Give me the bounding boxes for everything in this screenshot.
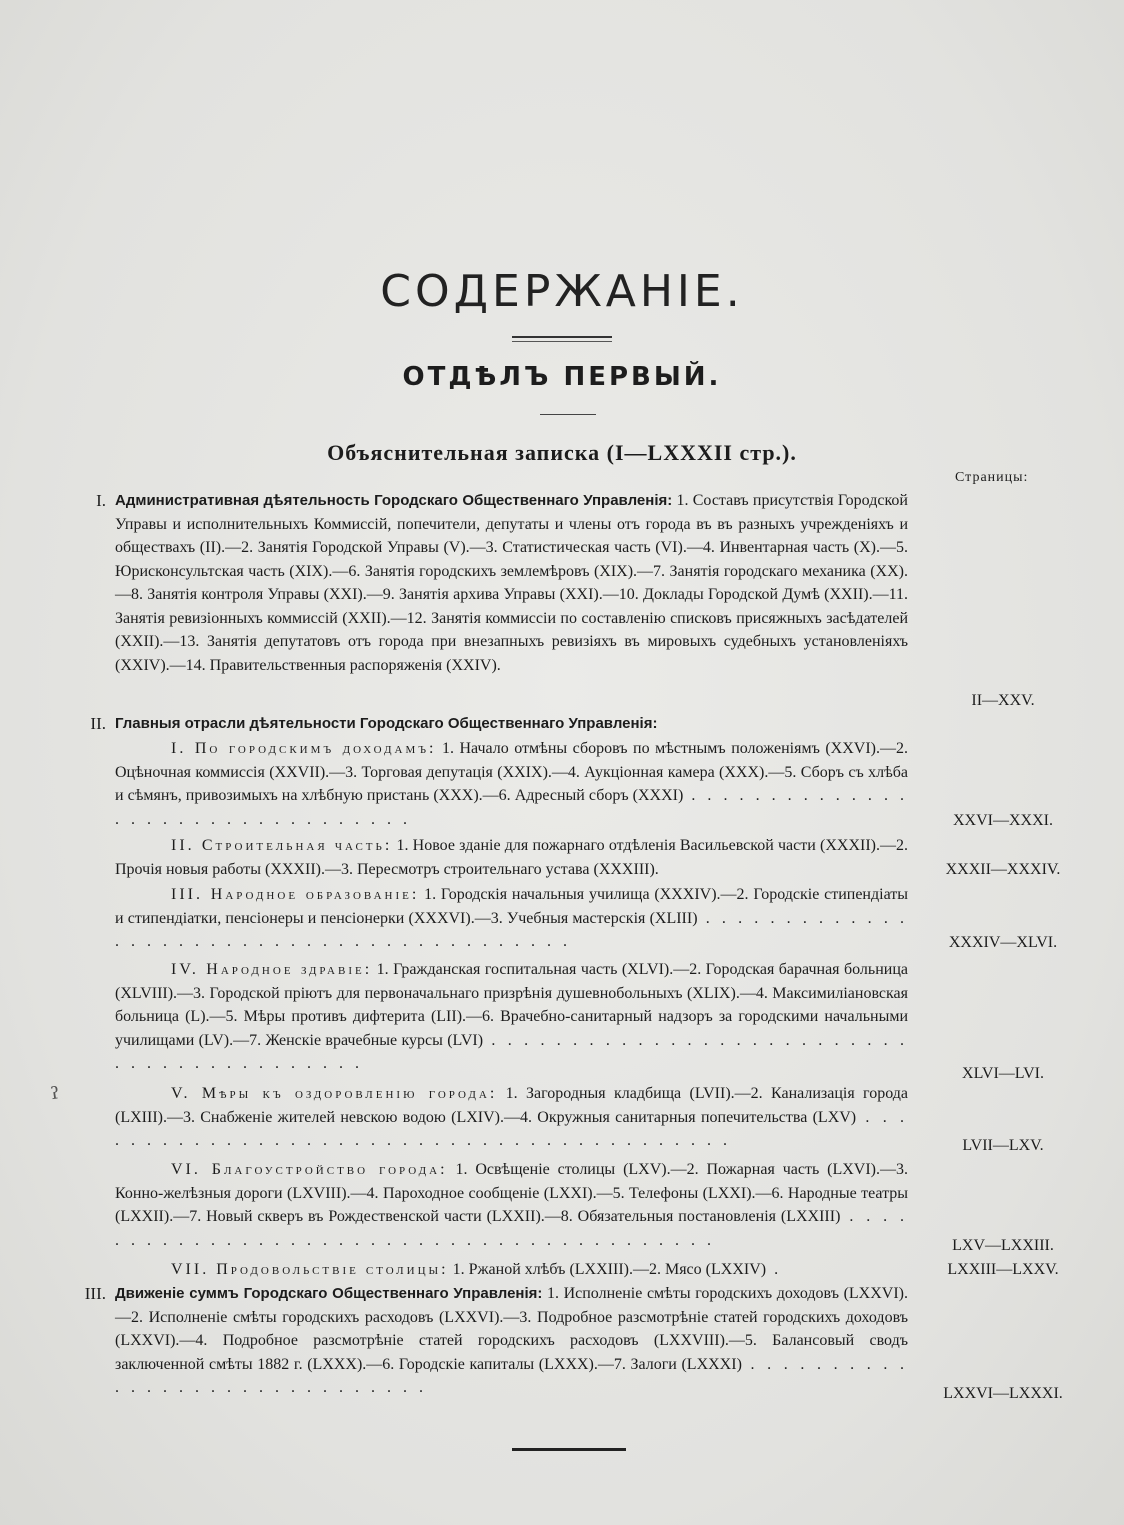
entry-heading: Административная дѣятельность Городскаго Общественнаго Управленія: bbox=[115, 492, 673, 509]
entry-number: I. bbox=[96, 491, 106, 510]
section-rule bbox=[540, 414, 596, 415]
subentry-label: II. Строительная часть: bbox=[171, 837, 393, 854]
subentry-body: 1. Освѣщеніе столицы (LXV).—2. Пожарная часть (LXVI).—3. Конно-желѣзныя дороги (LXVIII).—4. Пароходное сообщеніе (LXXI).—5. Телефоны (LXXI).—6. Народные театры (LXXII).—7. Новый скверъ въ Рождественской части (LXXII).—8. Обязательныя постановленія (LXXIII) bbox=[115, 1161, 909, 1225]
entry-text: Движеніе суммъ Городскаго Общественнаго Управленія: 1. Исполненіе смѣты городскихъ доходовъ (LXXVI).—2. Исполненіе смѣты городскихъ расходовъ (LXXVI).—3. Подробное разсмотрѣніе статей городскихъ доходовъ (LXXVI).—4. Подробное разсмотрѣніе статей городскихъ расходовъ (LXXVIII).—5. Балансовый сводъ заключенной смѣты 1882 г. (LXXX).—6. Городскіе капиталы (LXXX).—7. Залоги (LXXXI) . . . . . . . . . . . . . . . . . . . . . . . . . . . . . . bbox=[115, 1285, 909, 1396]
entry-number: III. bbox=[84, 1284, 106, 1303]
subentry-text: I. По городскимъ доходамъ: 1. Начало отмѣны сборовъ по мѣстнымъ положеніямъ (XXVI).—2. Оцѣночная коммиссія (XXVII).—3. Торговая депутація (XXIX).—4. Аукціонная камера (XXX).—5. Сборъ съ хлѣба и сѣмянъ, привозимыхъ на хлѣбную пристань (XXX).—6. Адресный сборъ (XXXI) . . . . . . . . . . . . . . . . . . . . . . . . . . . . . . . . . bbox=[115, 740, 909, 828]
subentry-text: III. Народное образованіе: 1. Городскія начальныя училища (XXXIV).—2. Городскіе стипендіаты и стипендіатки, пенсіонеры и пенсіонерки (XXXVI).—3. Учебныя мастерскія (XLIII) . . . . . . . . . . . . . . . . . . . . . . . . . . . . . . . . . . . . . . . . . . bbox=[115, 886, 909, 950]
page-range: LXXVI—LXXXI. bbox=[943, 1385, 1063, 1402]
page-range: LXV—LXXIII. bbox=[952, 1237, 1054, 1254]
entry-body: 1. Исполненіе смѣты городскихъ доходовъ (LXXVI).—2. Исполненіе смѣты городскихъ расходовъ (LXXVI).—3. Подробное разсмотрѣніе статей городскихъ доходовъ (LXXVI).—4. Подробное разсмотрѣніе статей городскихъ расходовъ (LXXVIII).—5. Балансовый сводъ заключенной смѣты 1882 г. (LXXX).—6. Городскіе капиталы (LXXX).—7. Залоги (LXXXI) bbox=[115, 1285, 909, 1373]
subsection-heading: Объяснительная записка (I—LXXXII стр.). bbox=[327, 440, 797, 465]
page-range: LXXIII—LXXV. bbox=[947, 1261, 1059, 1278]
page-range: LVII—LXV. bbox=[962, 1137, 1044, 1154]
subentry-label: VI. Благоустройство города: bbox=[171, 1161, 448, 1178]
subentry-label: IV. Народное здравіе: bbox=[171, 961, 373, 978]
page-range: II—XXV. bbox=[971, 692, 1035, 709]
subentry-label: III. Народное образованіе: bbox=[171, 886, 420, 903]
subentry-body: 1. Новое зданіе для пожарнаго отдѣленія Васильевской части (XXXII).—2. Прочія новыя работы (XXXII).—3. Пересмотръ строительнаго устава (XXXIII). bbox=[115, 837, 908, 878]
subentry-label: V. Мѣры къ оздоровленію города: bbox=[171, 1085, 498, 1102]
section-heading: ОТДѢЛЪ ПЕРВЫЙ. bbox=[402, 362, 722, 392]
page-range: XXXII—XXXIV. bbox=[945, 861, 1061, 878]
page-range: XLVI—LVI. bbox=[962, 1065, 1044, 1082]
entry-body: 1. Составъ присутствія Городской Управы и исполнительныхъ Коммиссій, попечители, депутаты и члены отъ города въ въ разныхъ учрежденіяхъ и обществахъ (II).—2. Занятія Городской Управы (V).—3. Статистическая часть (VI).—4. Инвентарная часть (X).—5. Юрисконсультская часть (XIX).—6. Занятія городскихъ землемѣровъ (XIX).—7. Занятія городскаго механика (XX).—8. Занятія контроля Управы (XXI).—9. Занятія архива Управы (XXI).—10. Доклады Городской Думѣ (XXII).—11. Занятія ревизіонныхъ коммиссій (XXII).—12. Занятія коммиссіи по составленію списковъ присяжныхъ засѣдателей (XXII).—13. Занятія депутатовъ отъ города при внезапныхъ ревизіяхъ въ мировыхъ судебныхъ установленіяхъ (XXIV).—14. Правительственныя распоряженія (XXIV). bbox=[115, 492, 908, 674]
page-range: XXXIV—XLVI. bbox=[948, 934, 1058, 951]
entry-heading: Движеніе суммъ Городскаго Общественнаго Управленія: bbox=[115, 1285, 543, 1302]
page-range: XXVI—XXXI. bbox=[953, 812, 1053, 829]
pencil-mark: ˀ bbox=[49, 1081, 63, 1118]
subentry-label: VII. Продовольствіе столицы: bbox=[171, 1261, 449, 1278]
subentry-text bbox=[115, 834, 908, 881]
subentry-text: IV. Народное здравіе: 1. Гражданская госпитальная часть (XLVI).—2. Городская барачная больница (XLVIII).—3. Городской пріютъ для первоначальнаго призрѣнія душевнобольныхъ (XLIX).—4. Максимиліановская больница (L).—5. Мѣры противъ дифтерита (LII).—6. Врачебно-санитарный надзоръ за городскими начальными училищами (LV).—7. Женскіе врачебные курсы (LVI) . . . . . . . . . . . . . . . . . . . . . . . . . . . . . . . . . . . . . . . . . . bbox=[115, 961, 909, 1072]
subentry-body: 1. Начало отмѣны сборовъ по мѣстнымъ положеніямъ (XXVI).—2. Оцѣночная коммиссія (XXVII).—3. Торговая депутація (XXIX).—4. Аукціонная камера (XXX).—5. Сборъ съ хлѣба и сѣмянъ, привозимыхъ на хлѣбную пристань (XXX).—6. Адресный сборъ (XXXI) bbox=[115, 740, 909, 804]
pages-column-header: Страницы: bbox=[955, 470, 1029, 485]
subentry-text: VII. Продовольствіе столицы: 1. Ржаной хлѣбъ (LXXIII).—2. Мясо (LXXIV) . bbox=[171, 1261, 783, 1278]
subentry-text: V. Мѣры къ оздоровленію города: 1. Загородныя кладбища (LVII).—2. Канализація города (LXIII).—3. Снабженіе жителей невскою водою (LXIV).—4. Окружныя санитарныя попечительства (LXV) . . . . . . . . . . . . . . . . . . . . . . . . . . . . . . . . . . . . . . . . . . bbox=[115, 1085, 909, 1149]
subentry-label: I. По городскимъ доходамъ: bbox=[171, 740, 437, 757]
subentry-text: VI. Благоустройство города: 1. Освѣщеніе столицы (LXV).—2. Пожарная часть (LXVI).—3. Конно-желѣзныя дороги (LXVIII).—4. Пароходное сообщеніе (LXXI).—5. Телефоны (LXXI).—6. Народные театры (LXXII).—7. Новый скверъ въ Рождественской части (LXXII).—8. Обязательныя постановленія (LXXIII) . . . . . . . . . . . . . . . . . . . . . . . . . . . . . . . . . . . . . . . . . . bbox=[115, 1161, 909, 1249]
subentry-body: 1. Гражданская госпитальная часть (XLVI).—2. Городская барачная больница (XLVIII).—3. Городской пріютъ для первоначальнаго призрѣнія душевнобольныхъ (XLIX).—4. Максимиліановская больница (L).—5. Мѣры противъ дифтерита (LII).—6. Врачебно-санитарный надзоръ за городскими начальными училищами (LV).—7. Женскіе врачебные курсы (LVI) bbox=[115, 961, 908, 1049]
subentry-body: 1. Городскія начальныя училища (XXXIV).—2. Городскіе стипендіаты и стипендіатки, пенсіонеры и пенсіонерки (XXXVI).—3. Учебныя мастерскія (XLIII) bbox=[115, 886, 908, 927]
subentry-body: 1. Загородныя кладбища (LVII).—2. Канализація города (LXIII).—3. Снабженіе жителей невскою водою (LXIV).—4. Окружныя санитарныя попечительства (LXV) bbox=[115, 1085, 909, 1126]
entry-text bbox=[115, 489, 908, 677]
page-title: СОДЕРЖАНІЕ. bbox=[380, 266, 744, 317]
subentry-body: 1. Ржаной хлѣбъ (LXXIII).—2. Мясо (LXXIV) bbox=[448, 1261, 767, 1278]
entry-heading: Главныя отрасли дѣятельности Городскаго Общественнаго Управленія: bbox=[115, 715, 658, 732]
entry-number: II. bbox=[90, 714, 106, 733]
bottom-rule bbox=[512, 1448, 626, 1451]
title-rule bbox=[512, 336, 612, 342]
entry-text bbox=[115, 712, 908, 736]
